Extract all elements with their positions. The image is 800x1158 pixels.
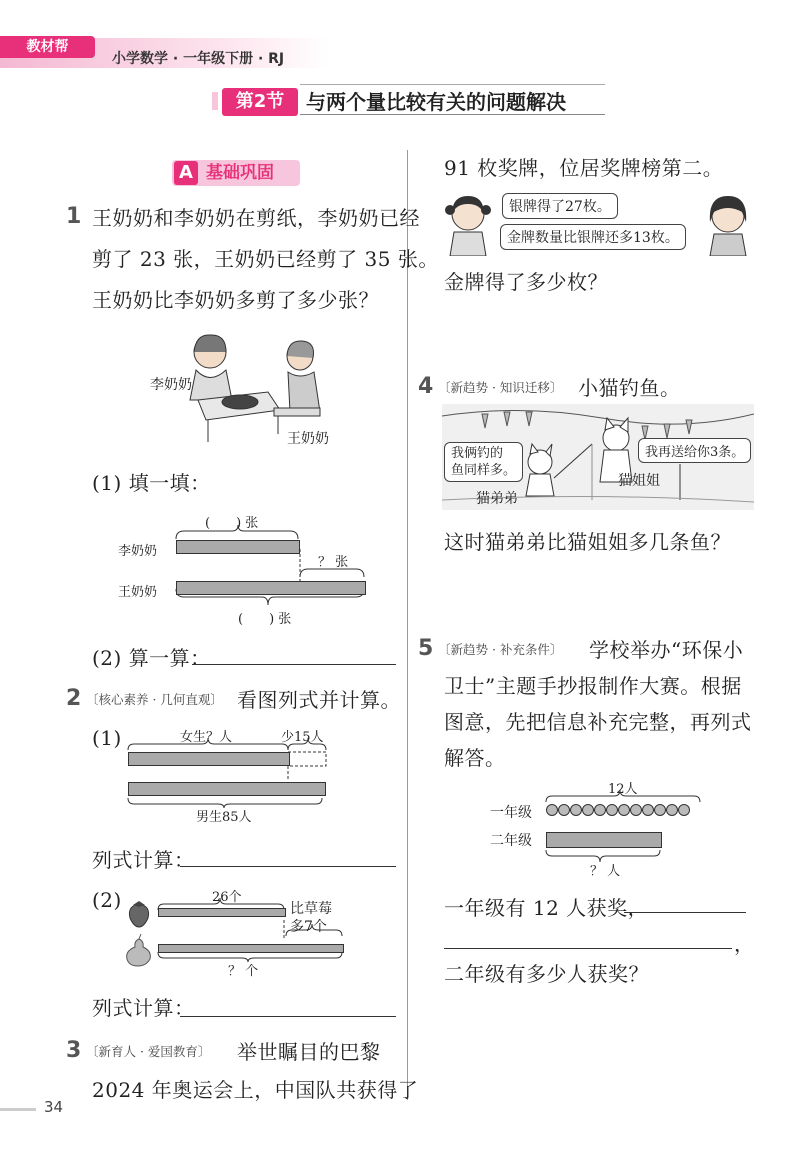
q3-girl-left-icon <box>440 192 496 256</box>
q2-calc1: 列式计算： <box>92 848 195 872</box>
q3-question: 金牌得了多少枚？ <box>444 270 608 294</box>
q3-bubble-silver: 银牌得了27枚。 <box>502 193 618 219</box>
q5-number: 5 <box>418 636 434 661</box>
q2-girls-label: 女生？人 <box>180 730 233 745</box>
q1-fig-label-li: 李奶奶 <box>150 377 192 393</box>
q1-answer-line[interactable] <box>192 664 396 665</box>
q1-line-3: 王奶奶比李奶奶多剪了多少张？ <box>92 288 379 312</box>
q5-line-3: 图意，先把信息补充完整，再列式 <box>444 710 752 734</box>
q5-line-1: 学校举办“环保小 <box>589 638 744 662</box>
q5-diagram <box>542 790 708 862</box>
q4-bubble-left-line2: 鱼同样多。 <box>451 463 517 478</box>
q2-boys-label: 男生85人 <box>196 810 252 825</box>
q1-diff-label: ？ 张 <box>318 555 349 570</box>
q1-bar-li <box>176 540 300 554</box>
q3-bubble-gold: 金牌数量比银牌还多13枚。 <box>500 224 686 250</box>
q5-grade2: 二年级 <box>490 833 532 849</box>
q2-number: 2 <box>66 686 82 711</box>
q2-strawberry-icon <box>124 898 154 928</box>
header-subtitle: 小学数学 · 一年级下册 · RJ <box>112 51 285 67</box>
q4-tag: 〔新趋势 · 知识迁移〕 <box>438 380 563 395</box>
section-topline <box>300 84 605 85</box>
q2-p1: (1) <box>92 726 122 750</box>
column-divider <box>407 150 408 1100</box>
q5-comma: ， <box>734 932 755 956</box>
q3-number: 3 <box>66 1038 82 1063</box>
section-badge: 第2节 <box>222 88 298 116</box>
q2-p2: (2) <box>92 888 122 912</box>
q5-answer-line-2[interactable] <box>444 948 732 949</box>
q5-bar-grade2 <box>546 832 662 848</box>
q2-calc2: 列式计算： <box>92 996 195 1020</box>
q5-count12: 12人 <box>608 782 638 797</box>
q2-unknown: ？ 个 <box>228 964 259 979</box>
q4-label-brother: 猫弟弟 <box>476 491 518 507</box>
q2-more-line2: 多7个 <box>290 919 327 935</box>
q5-unknown: ？ 人 <box>590 864 621 879</box>
q1-sub2: (2) 算一算： <box>92 646 211 670</box>
part-a-letter: A <box>174 161 198 185</box>
q5-fill1: 一年级有 12 人获奖， <box>444 896 649 920</box>
q3-line-1: 举世瞩目的巴黎 <box>237 1040 381 1064</box>
q5-line-4: 解答。 <box>444 746 506 770</box>
page-number: 34 <box>44 1098 64 1116</box>
q2-less-label: 少15人 <box>281 730 324 745</box>
q1-number: 1 <box>66 204 82 229</box>
q4-number: 4 <box>418 374 434 399</box>
part-a-title: 基础巩固 <box>206 163 274 183</box>
q4-bubble-left <box>444 442 523 482</box>
q1-fig-label-wang: 王奶奶 <box>287 431 329 447</box>
q5-answer-line-1[interactable] <box>624 912 746 913</box>
q2-text: 看图列式并计算。 <box>237 688 401 712</box>
q3-girl-right-icon <box>700 192 756 256</box>
q1-sub1: (1) 填一填： <box>92 471 211 495</box>
q1-bar-wang <box>176 581 366 595</box>
q2-bar-girls <box>128 752 290 766</box>
q2-tag: 〔核心素养 · 几何直观〕 <box>86 692 223 707</box>
q2-bar-pear <box>158 944 344 953</box>
q2-answer-line-1[interactable] <box>180 866 396 867</box>
q5-grade1: 一年级 <box>490 805 532 821</box>
q1-line-2: 剪了 23 张，王奶奶已经剪了 35 张。 <box>92 247 439 271</box>
q3-line-3: 91 枚奖牌，位居奖牌榜第二。 <box>444 156 724 180</box>
part-a-heading <box>172 160 300 186</box>
q2-bar-boys <box>128 782 326 796</box>
q2-answer-line-2[interactable] <box>180 1016 396 1017</box>
q4-label-sister: 猫姐姐 <box>618 473 660 489</box>
q1-bottom-label: ( ) 张 <box>238 612 292 627</box>
q1-line-1: 王奶奶和李奶奶在剪纸，李奶奶已经 <box>92 206 420 230</box>
section-deco <box>212 92 218 110</box>
q2-bar-strawberry <box>158 908 286 917</box>
q5-line-2: 卫士”主题手抄报制作大赛。根据 <box>444 674 742 698</box>
q2-diagram1-lines <box>124 738 330 808</box>
q4-bubble-left-line1: 我俩钓的 <box>451 446 504 461</box>
q5-question: 二年级有多少人获奖？ <box>444 962 649 986</box>
q2-count26: 26个 <box>212 890 242 905</box>
q2-pear-icon <box>124 933 154 967</box>
section-underline <box>300 114 605 115</box>
section-title: 与两个量比较有关的问题解决 <box>306 90 566 114</box>
q3-line-2: 2024 年奥运会上，中国队共获得了 <box>92 1078 419 1102</box>
q1-row2-label: 王奶奶 <box>118 585 158 600</box>
brand-text: 教材帮 <box>26 39 69 55</box>
page-number-rule <box>0 1108 36 1111</box>
q1-row1-label: 李奶奶 <box>118 544 158 559</box>
q4-bubble-right: 我再送给你3条。 <box>638 438 751 463</box>
q3-tag: 〔新育人 · 爱国教育〕 <box>86 1044 211 1059</box>
q4-question: 这时猫弟弟比猫姐姐多几条鱼？ <box>444 530 731 554</box>
q2-more-line1: 比草莓 <box>290 901 332 917</box>
q1-top-label: ( ) 张 <box>205 516 259 531</box>
brand-tab <box>0 36 95 58</box>
q5-tag: 〔新趋势 · 补充条件〕 <box>438 642 563 657</box>
q4-text: 小猫钓鱼。 <box>578 376 681 400</box>
